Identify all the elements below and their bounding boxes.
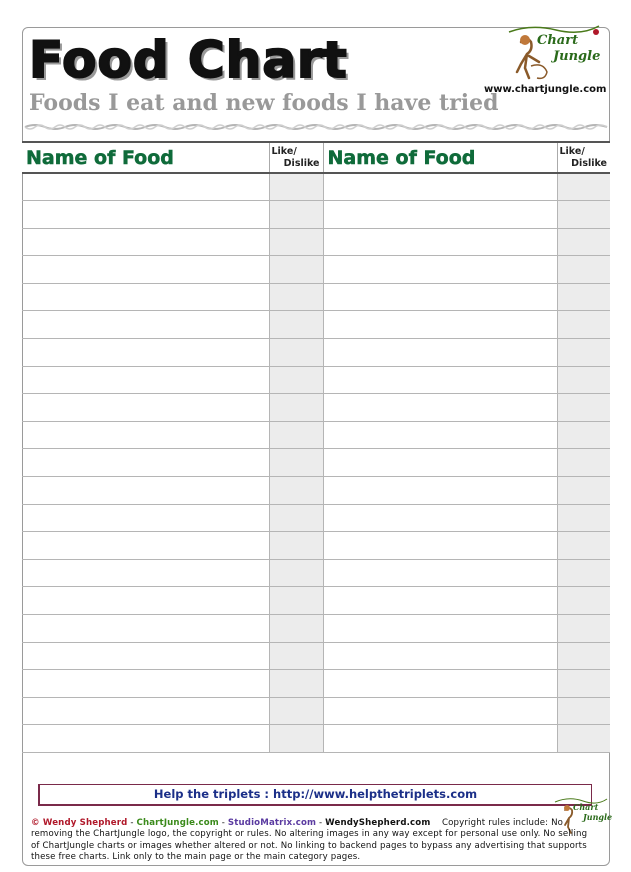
like-dislike-cell[interactable]: [269, 366, 323, 394]
food-name-cell[interactable]: [323, 587, 557, 615]
like-dislike-cell[interactable]: [557, 256, 610, 284]
like-dislike-cell[interactable]: [557, 587, 610, 615]
like-dislike-cell[interactable]: [269, 449, 323, 477]
credit-wendy-shepherd: © Wendy Shepherd: [31, 818, 128, 828]
table-row: [22, 559, 610, 587]
credit-chartjungle[interactable]: ChartJungle.com: [136, 818, 219, 828]
like-dislike-cell[interactable]: [269, 339, 323, 367]
like-dislike-cell[interactable]: [269, 256, 323, 284]
food-name-cell[interactable]: [22, 587, 269, 615]
like-dislike-cell[interactable]: [557, 366, 610, 394]
page-title: Food Chart: [29, 31, 348, 89]
table-row: [22, 532, 610, 560]
like-dislike-cell[interactable]: [557, 532, 610, 560]
food-name-cell[interactable]: [323, 173, 557, 201]
food-name-cell[interactable]: [22, 615, 269, 643]
food-name-cell[interactable]: [323, 256, 557, 284]
table-row: [22, 725, 610, 753]
table-row: [22, 173, 610, 201]
food-name-cell[interactable]: [22, 504, 269, 532]
table-row: [22, 615, 610, 643]
food-name-cell[interactable]: [22, 173, 269, 201]
like-dislike-cell[interactable]: [269, 642, 323, 670]
food-name-cell[interactable]: [323, 670, 557, 698]
food-name-cell[interactable]: [323, 421, 557, 449]
like-dislike-cell[interactable]: [557, 615, 610, 643]
food-name-cell[interactable]: [22, 228, 269, 256]
food-name-cell[interactable]: [323, 449, 557, 477]
food-name-cell[interactable]: [22, 532, 269, 560]
like-dislike-cell[interactable]: [557, 725, 610, 753]
like-dislike-cell[interactable]: [269, 477, 323, 505]
food-name-cell[interactable]: [22, 642, 269, 670]
credit-wendyshepherd[interactable]: WendyShepherd.com: [325, 818, 431, 828]
like-dislike-cell[interactable]: [557, 228, 610, 256]
table-row: [22, 339, 610, 367]
table-row: [22, 283, 610, 311]
like-dislike-cell[interactable]: [269, 670, 323, 698]
like-dislike-cell[interactable]: [557, 670, 610, 698]
table-row: [22, 697, 610, 725]
like-dislike-cell[interactable]: [557, 339, 610, 367]
like-dislike-cell[interactable]: [269, 532, 323, 560]
food-name-cell[interactable]: [22, 256, 269, 284]
help-triplets-banner[interactable]: Help the triplets : http://www.helpthetriplets.com: [38, 784, 592, 806]
decorative-divider: [25, 123, 607, 131]
table-row: [22, 504, 610, 532]
chartjungle-logo: [501, 22, 601, 84]
column-header-name-of-food-1: Name of Food: [22, 142, 269, 173]
like-dislike-cell[interactable]: [557, 504, 610, 532]
table-row: [22, 421, 610, 449]
column-header-name-of-food-2: Name of Food: [323, 142, 557, 173]
site-url: www.chartjungle.com: [484, 84, 607, 95]
like-dislike-cell[interactable]: [269, 311, 323, 339]
food-name-cell[interactable]: [323, 201, 557, 229]
credit-studiomatrix[interactable]: StudioMatrix.com: [227, 818, 317, 828]
like-dislike-cell[interactable]: [557, 283, 610, 311]
food-name-cell[interactable]: [22, 394, 269, 422]
column-header-like-dislike-1: [269, 142, 323, 173]
food-name-cell[interactable]: [22, 477, 269, 505]
food-name-cell[interactable]: [323, 615, 557, 643]
rules-intro: Copyright rules include:: [441, 818, 549, 828]
table-row: [22, 311, 610, 339]
table-row: [22, 477, 610, 505]
like-dislike-cell[interactable]: [269, 587, 323, 615]
dislike-label: Dislike: [283, 157, 320, 169]
food-name-cell[interactable]: [22, 366, 269, 394]
like-dislike-cell[interactable]: [557, 449, 610, 477]
food-name-cell[interactable]: [22, 339, 269, 367]
mini-logo-text-jungle: Jungle: [583, 812, 613, 822]
food-name-cell[interactable]: [22, 283, 269, 311]
food-name-cell[interactable]: [22, 449, 269, 477]
food-name-cell[interactable]: [323, 642, 557, 670]
rules-text: No removing the ChartJungle logo, the copyright or rules. No altering images in any way except for personal use only. No selling of ChartJungle charts or images whether altered or not. No linking to backend pages to bypass any advertising that supports these free charts. Link only to the main page or the main category pages.: [31, 818, 588, 863]
like-dislike-cell[interactable]: [557, 311, 610, 339]
like-dislike-cell[interactable]: [269, 615, 323, 643]
like-dislike-cell[interactable]: [269, 559, 323, 587]
like-dislike-cell[interactable]: [557, 477, 610, 505]
column-header-like-dislike-2: [557, 142, 610, 173]
food-name-cell[interactable]: [323, 477, 557, 505]
food-name-cell[interactable]: [323, 725, 557, 753]
table-row: [22, 449, 610, 477]
like-label: Like/: [271, 145, 297, 157]
like-dislike-cell[interactable]: [269, 394, 323, 422]
like-dislike-cell[interactable]: [269, 283, 323, 311]
food-name-cell[interactable]: [323, 697, 557, 725]
food-table: [22, 141, 610, 753]
table-row: [22, 366, 610, 394]
table-row: [22, 587, 610, 615]
food-name-cell[interactable]: [323, 394, 557, 422]
food-name-cell[interactable]: [323, 504, 557, 532]
like-dislike-cell[interactable]: [557, 421, 610, 449]
like-label: Like/: [559, 145, 585, 157]
copyright-footer: © Wendy Shepherd - ChartJungle.com - StudioMatrix.com - WendyShepherd.com Copyright rules include: No removing the ChartJungle logo, the copyright or rules. No altering images in any way except for personal use only. No selling of ChartJungle charts or images whether altered or not. No linking to backend pages to bypass any advertising that supports these free charts. Link only to the main page or the main category pages.: [31, 818, 588, 863]
logo-text-jungle: Jungle: [553, 49, 601, 64]
mini-logo-text-chart: Chart: [573, 802, 599, 812]
like-dislike-cell[interactable]: [557, 642, 610, 670]
table-row: [22, 394, 610, 422]
like-dislike-cell[interactable]: [269, 173, 323, 201]
like-dislike-cell[interactable]: [269, 421, 323, 449]
food-name-cell[interactable]: [22, 559, 269, 587]
table-header-row: [22, 142, 610, 173]
food-name-cell[interactable]: [323, 339, 557, 367]
food-chart-sheet: [22, 27, 613, 866]
like-dislike-cell[interactable]: [557, 559, 610, 587]
food-name-cell[interactable]: [22, 670, 269, 698]
food-name-cell[interactable]: [22, 311, 269, 339]
table-row: [22, 642, 610, 670]
food-name-cell[interactable]: [22, 201, 269, 229]
logo-text-chart: Chart: [537, 33, 579, 48]
table-row: [22, 256, 610, 284]
dislike-label: Dislike: [571, 157, 607, 169]
page-subtitle: Foods I eat and new foods I have tried: [29, 90, 499, 116]
like-dislike-cell[interactable]: [557, 173, 610, 201]
food-name-cell[interactable]: [323, 311, 557, 339]
food-name-cell[interactable]: [22, 697, 269, 725]
like-dislike-cell[interactable]: [557, 697, 610, 725]
food-name-cell[interactable]: [323, 228, 557, 256]
food-name-cell[interactable]: [323, 283, 557, 311]
like-dislike-cell[interactable]: [269, 228, 323, 256]
food-name-cell[interactable]: [22, 421, 269, 449]
like-dislike-cell[interactable]: [269, 201, 323, 229]
like-dislike-cell[interactable]: [269, 697, 323, 725]
food-name-cell[interactable]: [323, 532, 557, 560]
table-row: [22, 670, 610, 698]
like-dislike-cell[interactable]: [269, 725, 323, 753]
food-name-cell[interactable]: [323, 559, 557, 587]
like-dislike-cell[interactable]: [269, 504, 323, 532]
like-dislike-cell[interactable]: [557, 201, 610, 229]
like-dislike-cell[interactable]: [557, 394, 610, 422]
food-name-cell[interactable]: [323, 366, 557, 394]
table-row: [22, 201, 610, 229]
food-name-cell[interactable]: [22, 725, 269, 753]
table-row: [22, 228, 610, 256]
